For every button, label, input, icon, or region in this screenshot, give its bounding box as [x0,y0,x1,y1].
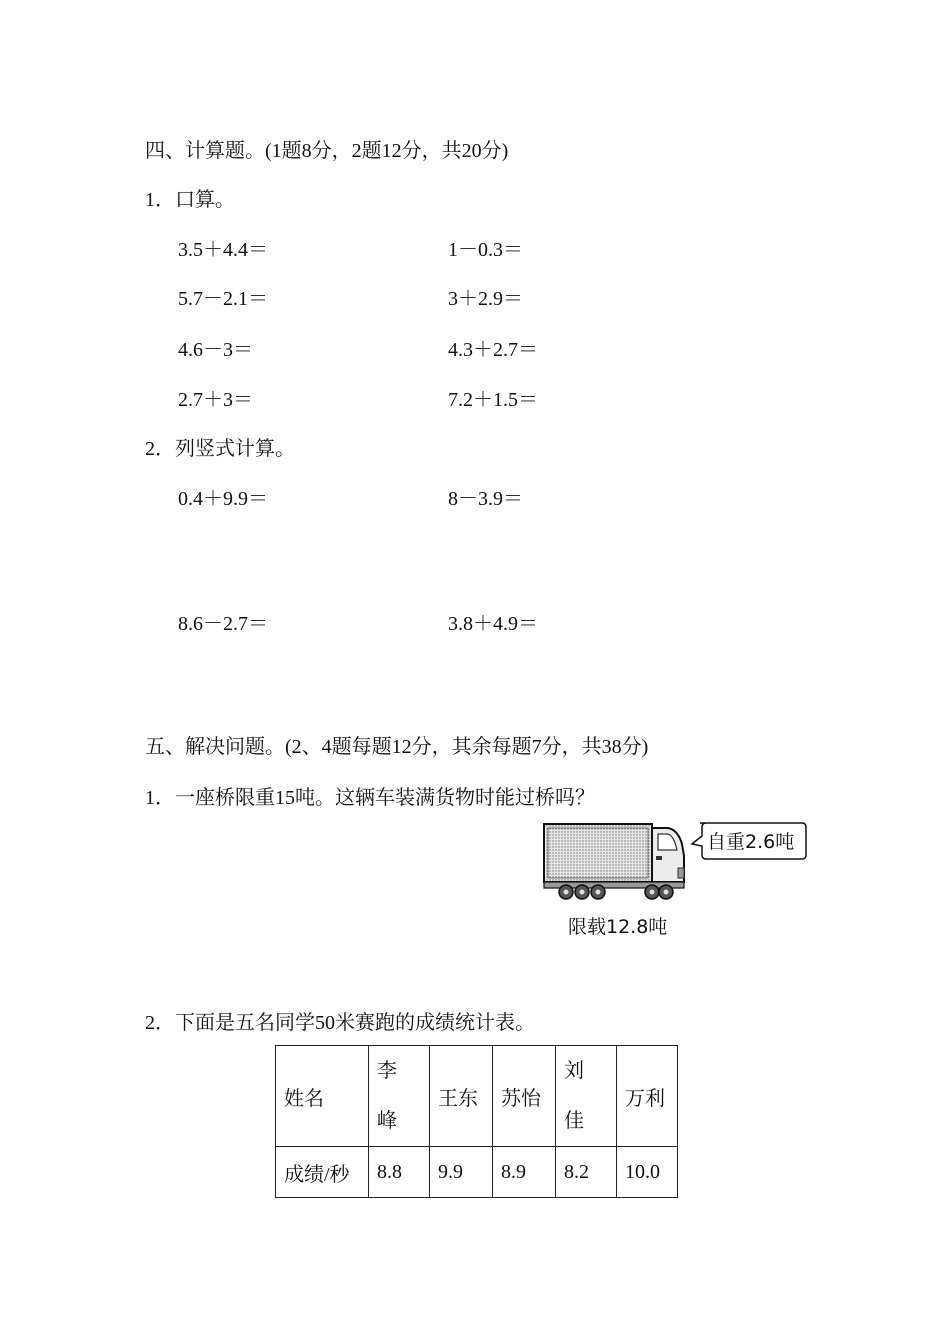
weight-speech-bubble [692,823,806,859]
race-results-table [275,1045,678,1198]
vertical-calc-item: 8.6－2.7＝ [178,613,268,635]
problem-1-text: 1．一座桥限重15吨。这辆车装满货物时能过桥吗？ [145,787,595,809]
oral-calc-item: 4.3＋2.7＝ [448,339,538,361]
table-cell: 姓名 [276,1046,369,1147]
question-1-title: 1．口算。 [145,189,235,211]
vertical-calc-item: 0.4＋9.9＝ [178,488,268,510]
vertical-calc-item: 3.8＋4.9＝ [448,613,538,635]
table-cell: 刘佳 [556,1046,617,1147]
section-five-heading: 五、解决问题。(2、4题每题12分，其余每题7分，共38分) [145,736,649,758]
vertical-calc-item: 8－3.9＝ [448,488,523,510]
truck-self-weight-label: 自重2.6吨 [707,831,795,853]
truck-illustration [540,816,810,906]
table-cell: 成绩/秒 [276,1147,369,1198]
table-cell: 8.2 [556,1147,617,1198]
table-cell: 李峰 [369,1046,430,1147]
oral-calc-item: 3.5＋4.4＝ [178,239,268,261]
question-2-title: 2．列竖式计算。 [145,438,295,460]
oral-calc-item: 1－0.3＝ [448,239,523,261]
table-cell: 8.8 [369,1147,430,1198]
section-four-heading: 四、计算题。(1题8分，2题12分，共20分) [145,140,509,162]
truck-load-limit-label: 限载12.8吨 [568,916,668,938]
oral-calc-item: 7.2＋1.5＝ [448,389,538,411]
table-cell: 8.9 [493,1147,556,1198]
oral-calc-item: 2.7＋3＝ [178,389,253,411]
problem-2-text: 2．下面是五名同学50米赛跑的成绩统计表。 [145,1012,535,1034]
table-cell: 苏怡 [493,1046,556,1147]
table-cell: 9.9 [430,1147,493,1198]
oral-calc-item: 3＋2.9＝ [448,288,523,310]
table-cell: 10.0 [617,1147,678,1198]
oral-calc-item: 4.6－3＝ [178,339,253,361]
table-row [276,1147,678,1198]
table-cell: 王东 [430,1046,493,1147]
table-header-row [276,1046,678,1147]
truck-body [544,824,684,888]
table-cell: 万利 [617,1046,678,1147]
oral-calc-item: 5.7－2.1＝ [178,288,268,310]
